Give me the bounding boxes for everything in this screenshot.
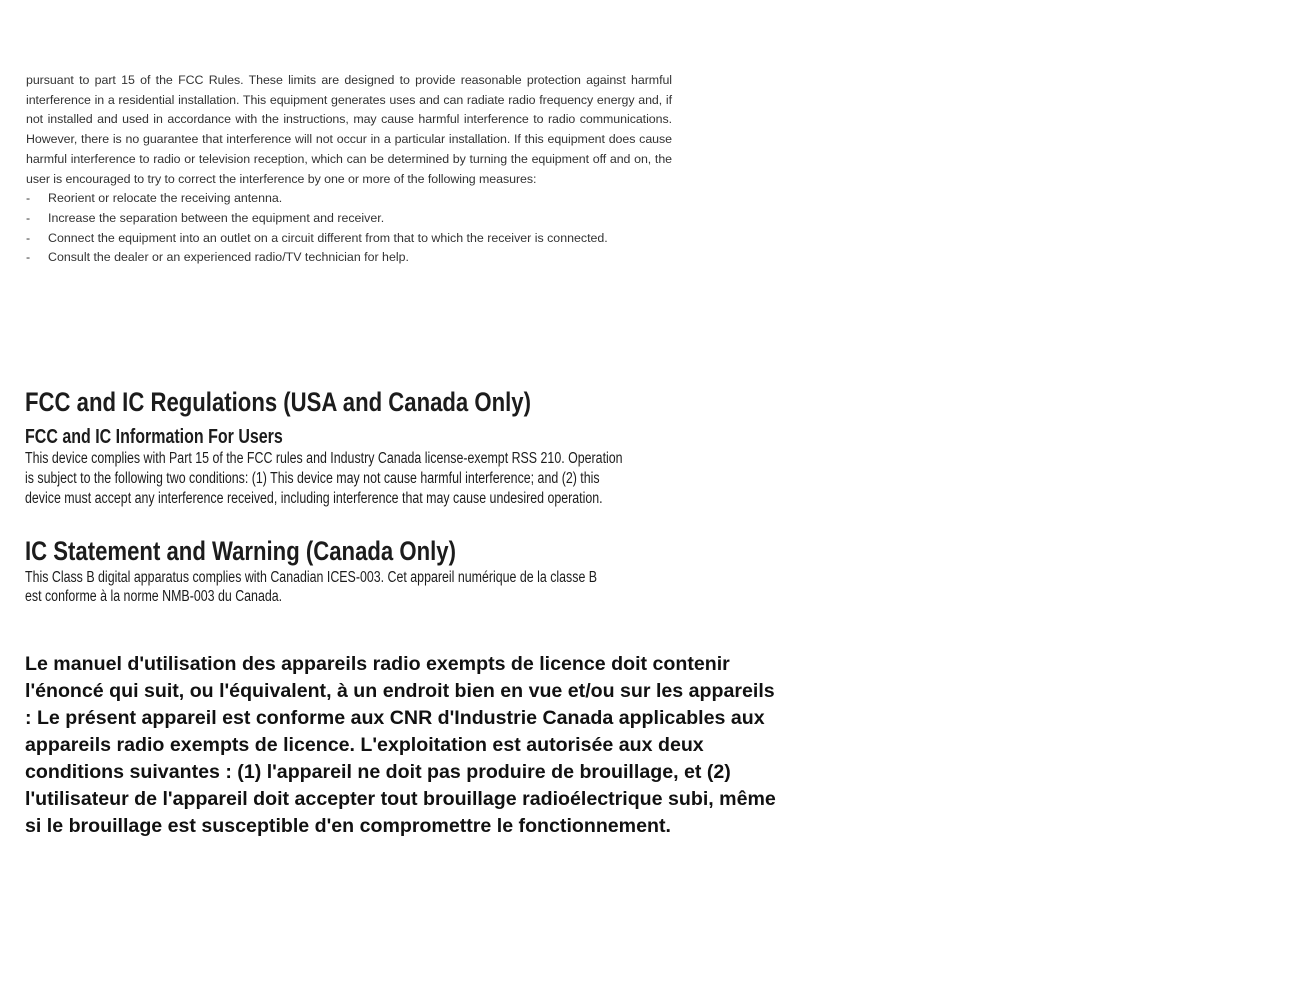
fcc-ic-body-line: is subject to the following two conditions: (1) This device may not cause harmful interference; and (2) this bbox=[25, 470, 600, 487]
french-notice-line: l'énoncé qui suit, ou l'équivalent, à un endroit bien en vue et/ou sur les appareils bbox=[25, 680, 775, 702]
list-item: - Reorient or relocate the receiving antenna. bbox=[26, 189, 672, 209]
ic-statement-heading: IC Statement and Warning (Canada Only) bbox=[25, 536, 456, 566]
fcc-intro-paragraph: pursuant to part 15 of the FCC Rules. These limits are designed to provide reasonable protection against harmful interference in a residential installation. This equipment generates uses and can radiate radio frequency energy and, if not installed and used in accordance with the instructions, may cause harmful interference to radio communications. However, there is no guarantee that interference will not occur in a particular installation. If this equipment does cause harmful interference to radio or television reception, which can be determined by turning the equipment off and on, the user is encouraged to try to correct the interference by one or more of the following measures: bbox=[26, 73, 672, 186]
list-item: - Consult the dealer or an experienced radio/TV technician for help. bbox=[26, 248, 672, 268]
fcc-ic-information-subheading: FCC and IC Information For Users bbox=[25, 426, 283, 448]
fcc-ic-body-line: device must accept any interference received, including interference that may cause undesired operation. bbox=[25, 490, 603, 507]
bullet-dash: - bbox=[26, 191, 31, 206]
list-item: - Increase the separation between the equipment and receiver. bbox=[26, 209, 672, 229]
french-notice-line: l'utilisateur de l'appareil doit accepter tout brouillage radioélectrique subi, même bbox=[25, 788, 776, 810]
list-item: - Connect the equipment into an outlet on a circuit different from that to which the receiver is connected. bbox=[26, 229, 672, 249]
french-notice-line: : Le présent appareil est conforme aux CNR d'Industrie Canada applicables aux bbox=[25, 707, 765, 729]
french-notice-paragraph bbox=[25, 651, 905, 840]
fcc-ic-body-line: This device complies with Part 15 of the FCC rules and Industry Canada license-exempt RSS 210. Operation bbox=[25, 450, 623, 467]
bullet-dash: - bbox=[26, 230, 31, 245]
fcc-ic-heading-block bbox=[25, 385, 642, 419]
fcc-intro-section bbox=[26, 71, 672, 268]
ic-statement-body bbox=[25, 568, 740, 606]
interference-measures-list bbox=[26, 189, 672, 268]
fcc-ic-subheading-block bbox=[25, 425, 347, 449]
ic-statement-body-line: est conforme à la norme NMB-003 du Canada. bbox=[25, 588, 283, 605]
french-notice-section bbox=[25, 651, 905, 840]
french-notice-line: Le manuel d'utilisation des appareils radio exempts de licence doit contenir bbox=[25, 653, 730, 675]
bullet-dash: - bbox=[26, 250, 31, 265]
french-notice-line: si le brouillage est susceptible d'en compromettre le fonctionnement. bbox=[25, 815, 671, 837]
bullet-dash: - bbox=[26, 210, 31, 225]
french-notice-line: appareils radio exempts de licence. L'exploitation est autorisée aux deux bbox=[25, 734, 704, 756]
french-notice-line: conditions suivantes : (1) l'appareil ne doit pas produire de brouillage, et (2) bbox=[25, 761, 731, 783]
ic-statement-heading-block bbox=[25, 534, 551, 568]
fcc-ic-regulations-heading: FCC and IC Regulations (USA and Canada Only) bbox=[25, 387, 531, 417]
ic-statement-body-line: This Class B digital apparatus complies with Canadian ICES-003. Cet appareil numérique de la classe B bbox=[25, 569, 598, 586]
fcc-ic-body bbox=[25, 449, 772, 509]
